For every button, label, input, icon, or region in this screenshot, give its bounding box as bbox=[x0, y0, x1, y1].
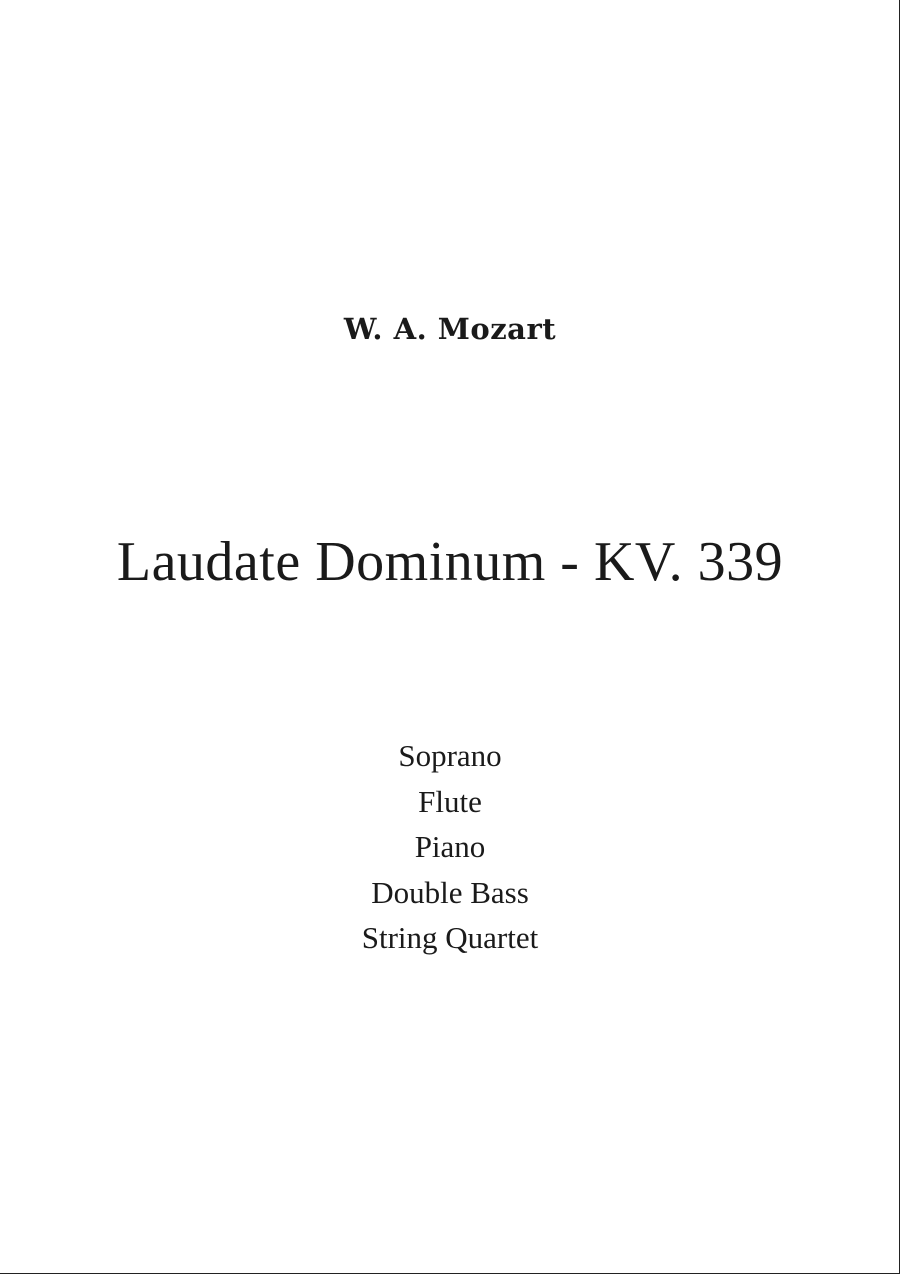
instrument-item: Soprano bbox=[398, 738, 502, 773]
composer-name: W. A. Mozart bbox=[343, 312, 557, 346]
instrument-item: String Quartet bbox=[361, 920, 539, 955]
instrument-item: Flute bbox=[418, 783, 482, 819]
piece-title: Laudate Dominum - KV. 339 bbox=[116, 531, 784, 593]
instrument-item: Piano bbox=[414, 829, 486, 864]
instrumentation-list bbox=[0, 733, 900, 961]
instrument-item: Double Bass bbox=[371, 874, 529, 910]
